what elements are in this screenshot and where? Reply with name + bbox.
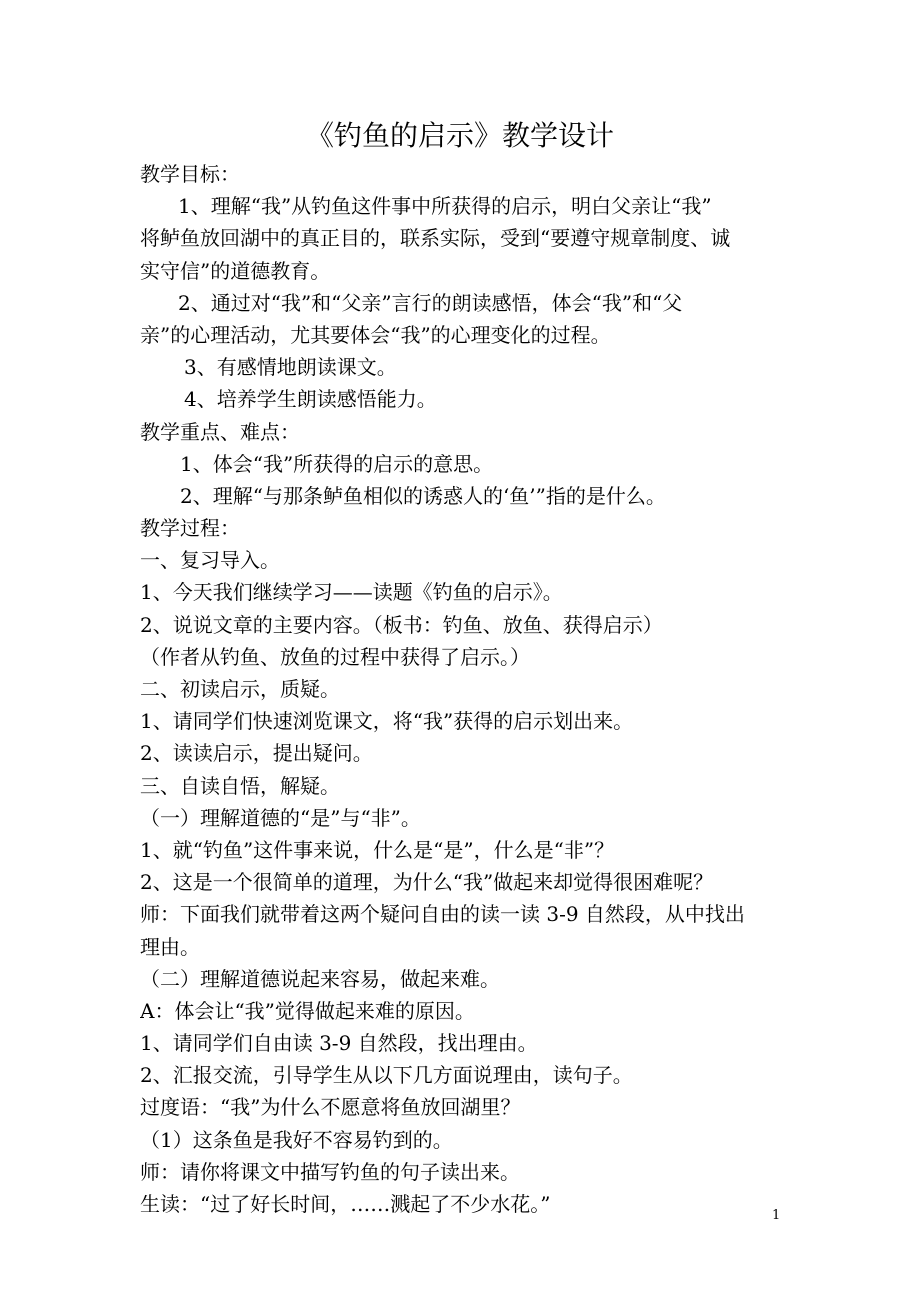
objective-3: 3、有感情地朗读课文。	[184, 355, 397, 380]
objective-1-line-1: 1、理解“我”从钓鱼这件事中所获得的启示，明白父亲让“我”	[178, 194, 712, 219]
process-line: （1）这条鱼是我好不容易钓到的。	[140, 1127, 453, 1152]
process-subheading: （二）理解道德说起来容易，做起来难。	[140, 966, 500, 991]
objective-1-line-3: 实守信”的道德教育。	[140, 258, 331, 283]
process-line: 过度语：“我”为什么不愿意将鱼放回湖里？	[140, 1095, 521, 1120]
objective-2-line-2: 亲”的心理活动，尤其要体会“我”的心理变化的过程。	[140, 322, 611, 347]
page-number: 1	[772, 1208, 781, 1223]
process-line: 1、请同学们自由读 3-9 自然段，找出理由。	[140, 1031, 538, 1056]
process-part-2-heading: 二、初读启示，质疑。	[140, 677, 340, 701]
process-line: 2、读读启示，提出疑问。	[140, 741, 373, 766]
objective-4: 4、培养学生朗读感悟能力。	[184, 387, 437, 412]
process-line: 2、说说文章的主要内容。（板书：钓鱼、放鱼、获得启示）	[140, 612, 663, 637]
process-line: 师：下面我们就带着这两个疑问自由的读一读 3-9 自然段，从中找出	[140, 902, 745, 927]
objective-1-line-2: 将鲈鱼放回湖中的真正目的，联系实际，受到“要遵守规章制度、诚	[140, 226, 731, 251]
objective-2-line-1: 2、通过对“我”和“父亲”言行的朗读感悟，体会“我”和“父	[178, 290, 683, 315]
process-line: 2、这是一个很简单的道理，为什么“我”做起来却觉得很困难呢？	[140, 870, 714, 895]
key-point-2: 2、理解“与那条鲈鱼相似的诱惑人的‘鱼’”指的是什么。	[180, 483, 666, 508]
section-heading-objectives: 教学目标：	[140, 162, 240, 186]
section-heading-process: 教学过程：	[140, 516, 240, 541]
process-line: A：体会让“我”觉得做起来难的原因。	[140, 998, 475, 1023]
document-title: 《钓鱼的启示》教学设计	[305, 119, 614, 152]
document-body	[140, 158, 790, 1220]
process-part-3-heading: 三、自读自悟，解疑。	[140, 773, 340, 798]
key-point-1: 1、体会“我”所获得的启示的意思。	[180, 451, 494, 476]
process-line: （作者从钓鱼、放鱼的过程中获得了启示。）	[140, 644, 530, 669]
process-line: 1、请同学们快速浏览课文，将“我”获得的启示划出来。	[140, 709, 634, 734]
process-line: 1、就“钓鱼”这件事来说，什么是“是”，什么是“非”？	[140, 837, 615, 862]
process-line: 1、今天我们继续学习——读题《钓鱼的启示》。	[140, 580, 563, 605]
process-line: 生读：“过了好长时间，……溅起了不少水花。”	[140, 1192, 551, 1216]
section-heading-key-points: 教学重点、难点：	[140, 419, 300, 444]
process-part-1-heading: 一、复习导入。	[140, 548, 280, 573]
process-subheading: （一）理解道德的“是”与“非”。	[140, 805, 421, 830]
process-line: 师：请你将课文中描写钓鱼的句子读出来。	[140, 1159, 520, 1184]
process-line: 理由。	[140, 934, 200, 959]
process-line: 2、汇报交流，引导学生从以下几方面说理由，读句子。	[140, 1063, 633, 1088]
